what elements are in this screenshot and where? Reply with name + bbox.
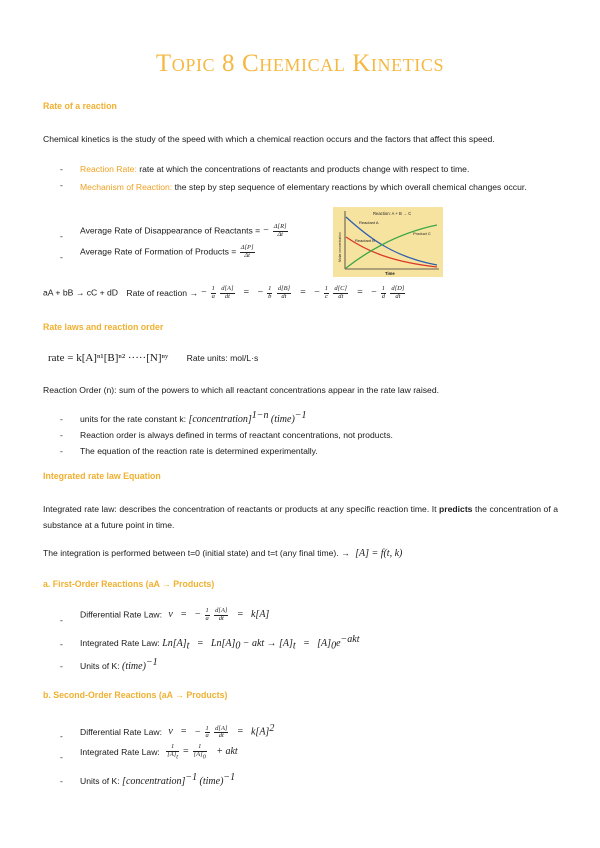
concentration-time-chart [333,207,443,277]
frac-dB-dt: $\frac{d[B]}{dt}$ [277,285,291,300]
bullet-dash: - [60,752,63,762]
section-heading-first-order: a. First-Order Reactions (aA → Products) [43,579,215,589]
avg-disappearance-label: Average Rate of Disappearance of Reactants = [80,225,261,236]
second-order-differential: Differential Rate Law: v = − $\frac{1}{a}$ $\frac{d[A]}{dt}$ = $k[A]^2$ [80,723,275,740]
units-k-label: units for the rate constant k: [80,413,187,424]
units-label: Units of K: [80,775,120,786]
frac-dA-dt: $\frac{d[A]}{dt}$ [215,724,228,740]
minus-sign: − [200,286,208,298]
bullet-dash: - [60,414,63,424]
frac-dA-dt: $\frac{d[A]}{dt}$ [215,607,228,622]
units-k-time: (time) [270,413,295,425]
delta-r-fraction: $\frac{\Delta[R]}{\Delta t}$ [273,223,287,238]
avg-formation-label: Average Rate of Formation of Products = [80,246,237,257]
general-equation: aA + bB → cC + dD [43,287,118,298]
frac-1-a: $\frac{1}{a}$ [205,607,209,622]
integration-math: [A] = f(t, k) [355,548,403,559]
mechanism-def: the step by step sequence of elementary reactions by which overall chemical changes occur. [174,182,527,192]
frac-1-At: $\frac{1}{[A]_t}$ [167,743,179,760]
general-rate-expression [43,286,406,300]
equals-sign: = [242,286,250,298]
predicts-bold: predicts [439,504,473,514]
units-k-time-exponent: −1 [294,410,307,421]
minus-sign: − [262,224,270,236]
minus-sign: − [313,286,321,298]
frac-1-a: $\frac{1}{a}$ [211,285,215,300]
integrated-definition: Integrated rate law: describes the concentration of reactants or products at any specific reaction time. It predicts the concentration of a substance at a future point in time. [43,504,558,530]
bullet-dash: - [60,231,63,241]
integration-statement: The integration is performed between t=0 (initial state) and t=t (any final time). → [A] = f(t, k) [43,548,403,559]
avg-disappearance-item [80,224,289,238]
mechanism-term: Mechanism of Reaction: [80,182,173,192]
bullet-dash: - [60,252,63,262]
rate-units: Rate units: mol/L·s [186,353,259,363]
label-reactant-b: Reactant B [355,238,375,243]
chart-y-label: Molar concentration [338,232,342,262]
bullet-dash: - [60,639,63,649]
bullet-dash: - [60,446,63,456]
bullet-dash: - [60,164,63,174]
order-reactants-item: Reaction order is always defined in terms of reactant concentrations, not products. [80,430,393,440]
units-label: Units of K: [80,660,120,671]
label-product-c: Product C [413,231,431,236]
label-reactant-a: Reactant A [359,220,379,225]
frac-1-a: $\frac{1}{a}$ [205,724,209,740]
page-title: Topic 8 Chemical Kinetics [155,50,445,77]
bullet-dash: - [60,430,63,440]
chart-title: Reaction: A + B → C [373,211,412,216]
second-order-integrated: Integrated Rate Law: $\frac{1}{[A]_t}$ = $\frac{1}{[A]_0}$ + akt [80,743,238,760]
bullet-dash: - [60,615,63,625]
differential-label: Differential Rate Law: [80,727,163,738]
frac-dA-dt: $\frac{d[A]}{dt}$ [221,285,234,300]
units-k-concentration: [concentration] [188,413,252,425]
equals-sign: = [299,286,307,298]
minus-sign: − [370,286,378,298]
differential-label: Differential Rate Law: [80,609,163,620]
rate-of-reaction-label: Rate of reaction → [126,287,199,298]
reaction-order-definition: Reaction Order (n): sum of the powers to which all reactant concentrations appear in the rate law raised. [43,385,439,395]
intro-paragraph: Chemical kinetics is the study of the speed with which a chemical reaction occurs and the factors that affect this speed. [43,134,495,144]
section-heading-second-order: b. Second-Order Reactions (aA → Products) [43,690,228,700]
frac-dD-dt: $\frac{d[D]}{dt}$ [391,285,405,300]
frac-1-A0: $\frac{1}{[A]_0}$ [193,743,206,760]
bullet-dash: - [60,180,63,190]
delta-p-fraction: $\frac{\Delta[P]}{\Delta t}$ [240,244,254,259]
reaction-rate-term: Reaction Rate: [80,164,137,174]
reaction-rate-def: rate at which the concentrations of reactants and products change with respect to time. [139,164,470,174]
bullet-dash: - [60,731,63,741]
section-heading-integrated: Integrated rate law Equation [43,471,161,481]
bullet-dash: - [60,776,63,786]
rate-law-expression: rate = k[A]ⁿ¹[B]ⁿ² ·····[N]ⁿʸ [48,352,169,364]
frac-1-d: $\frac{1}{d}$ [381,285,385,300]
integrated-label: Integrated Rate Law: [80,746,160,757]
frac-dC-dt: $\frac{d[C]}{dt}$ [334,285,348,300]
section-heading-rate-laws: Rate laws and reaction order [43,322,164,332]
units-k-item [80,410,307,426]
second-order-units: Units of K: [concentration]$^{-1}$ (time)$^{-1}$ [80,772,236,787]
rate-law-line [48,352,258,366]
mechanism-item [80,180,558,196]
equals-sign: = [356,286,364,298]
integrated-label: Integrated Rate Law: [80,637,160,648]
frac-1-c: $\frac{1}{c}$ [324,285,329,300]
first-order-integrated: Integrated Rate Law: $Ln[A]_t = Ln[A]_0$ − akt → $[A]_t = [A]_0e^{-akt}$ [80,634,360,652]
first-order-differential: Differential Rate Law: v = − $\frac{1}{a}$ $\frac{d[A]}{dt}$ = k[A] [80,607,270,622]
first-order-units: Units of K: (time)$^{-1}$ [80,657,158,672]
minus-sign: − [257,286,264,298]
reaction-rate-item [80,164,558,175]
bullet-dash: - [60,661,63,671]
section-heading-rate: Rate of a reaction [43,101,117,111]
experimental-item: The equation of the reaction rate is determined experimentally. [80,446,318,456]
avg-formation-item [80,245,256,259]
frac-1-b: $\frac{1}{b}$ [268,285,272,300]
units-k-exponent: 1−n [251,410,269,421]
chart-x-label: Time [385,271,395,276]
